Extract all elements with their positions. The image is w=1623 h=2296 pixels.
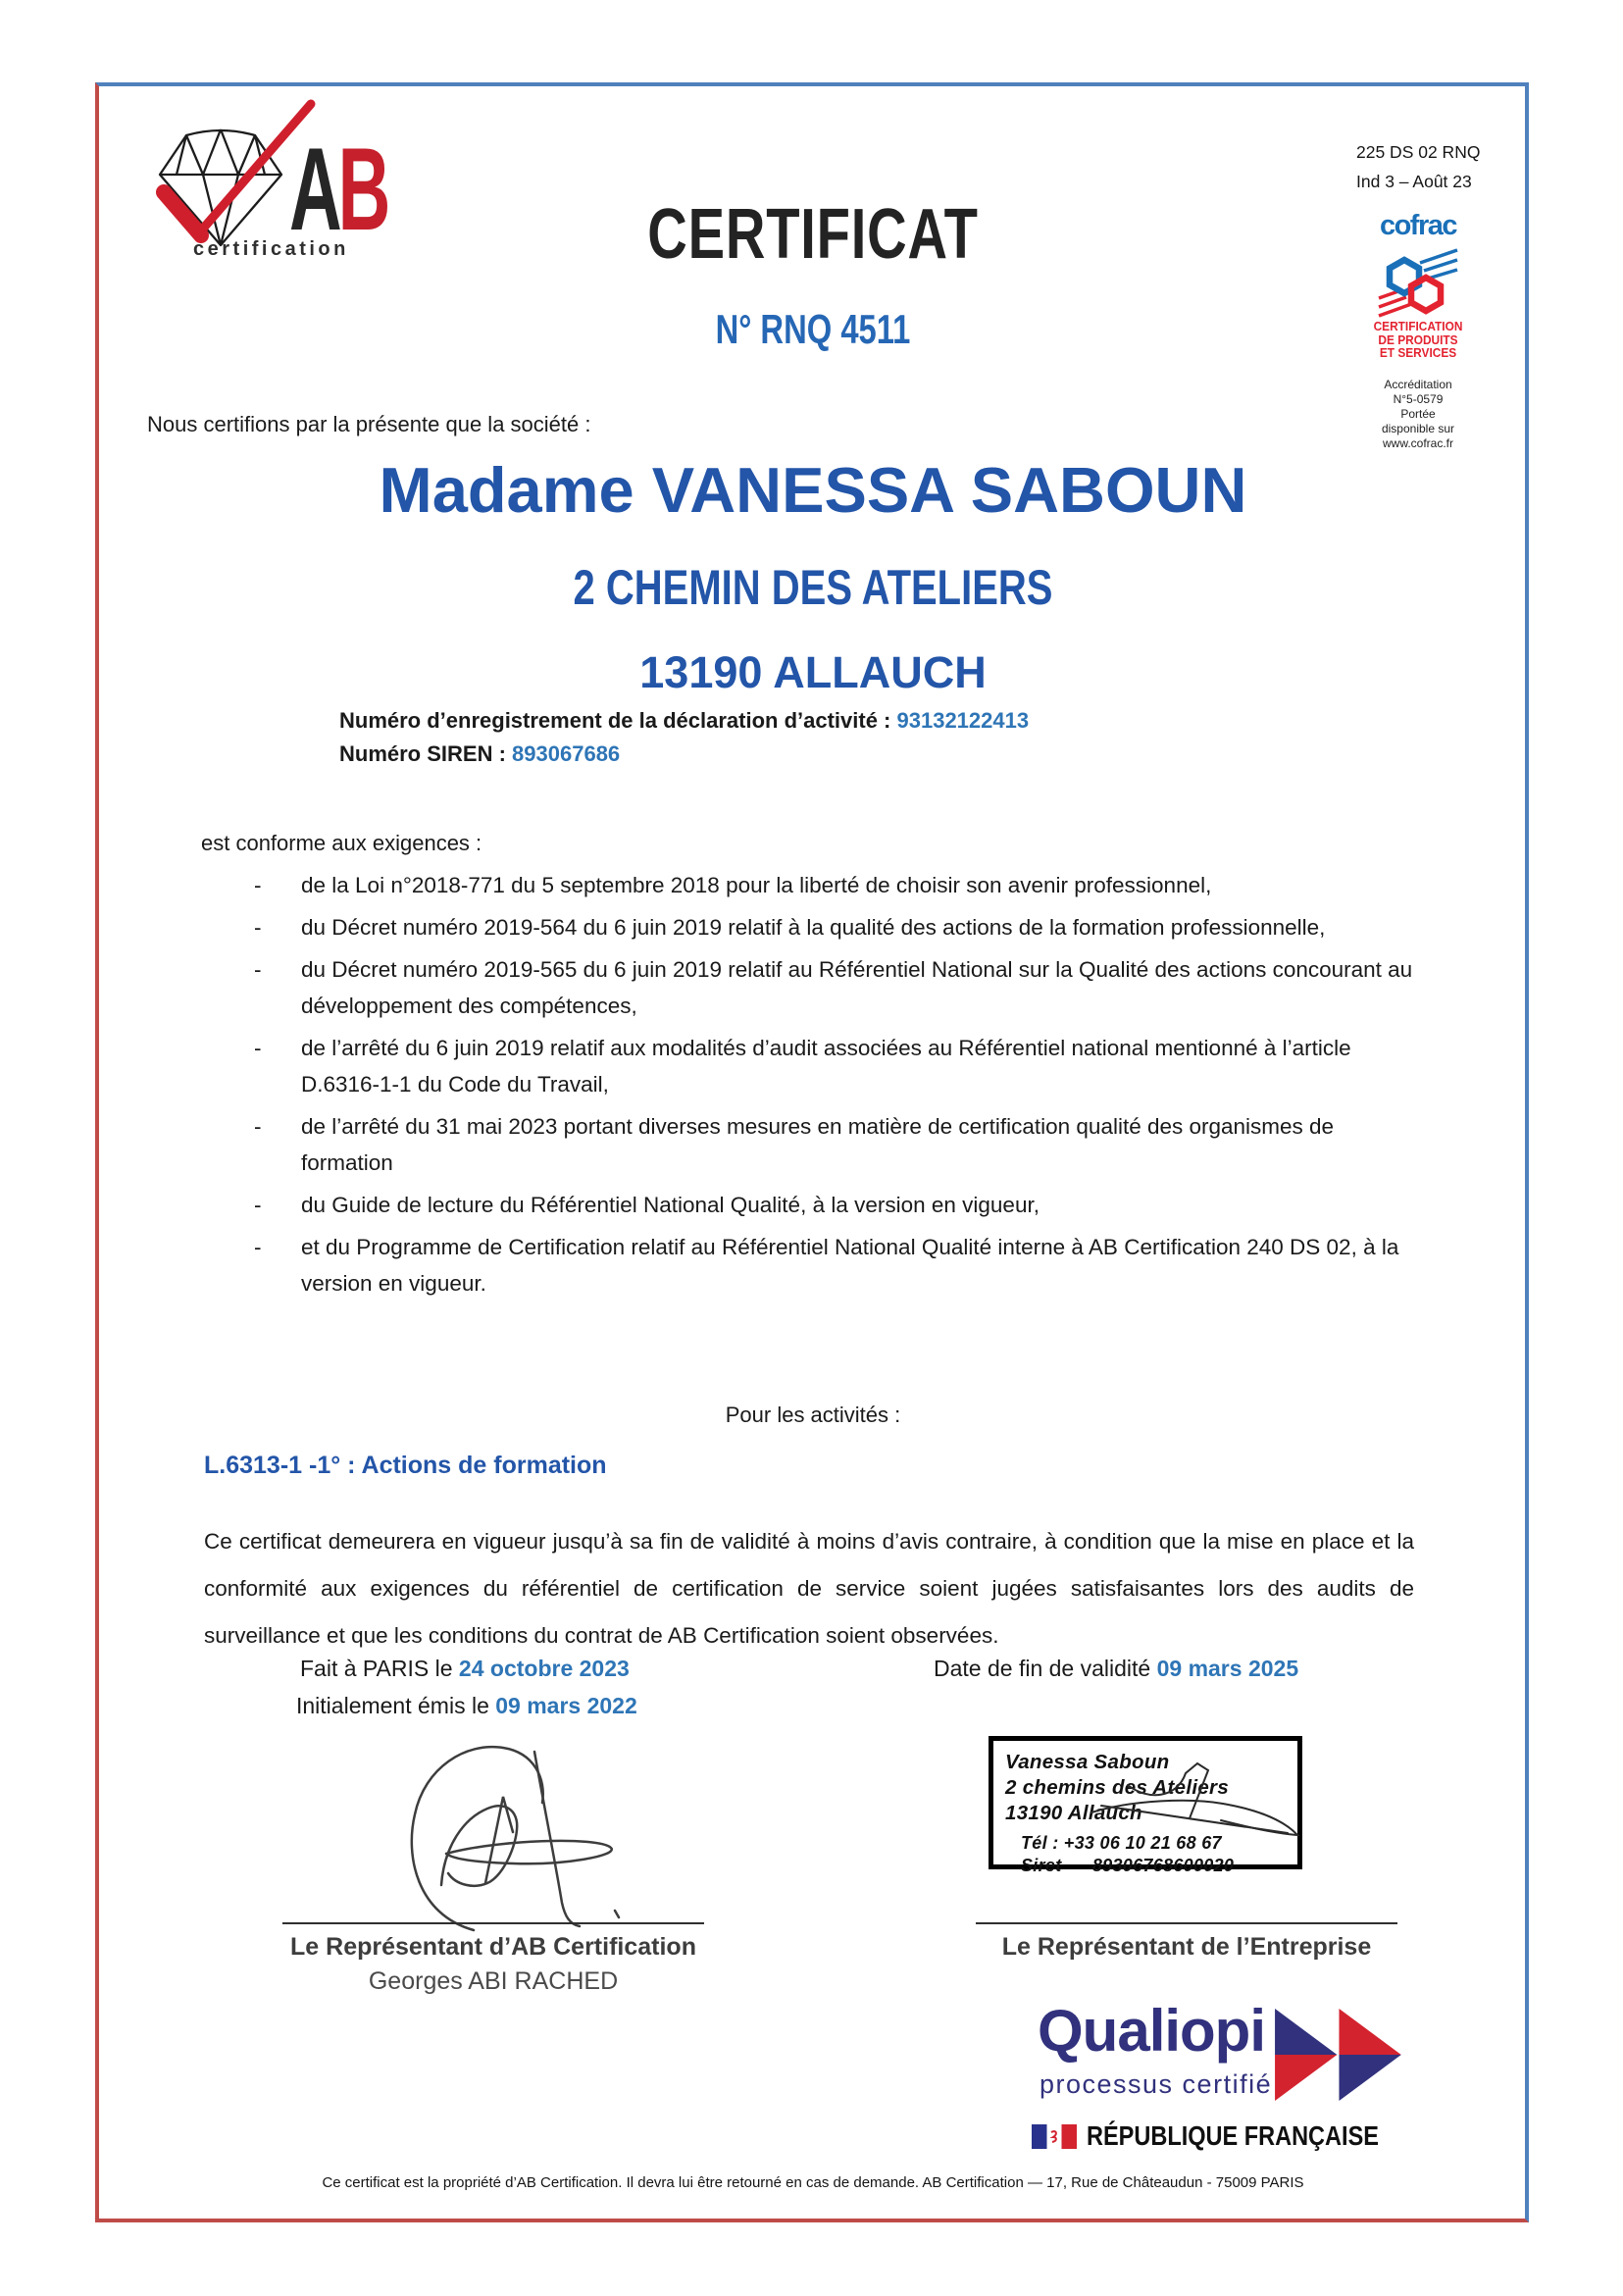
cofrac-logo (1367, 210, 1469, 451)
french-flag-icon (1032, 2124, 1077, 2149)
list-item (254, 1030, 1423, 1102)
registration-label: Numéro d’enregistrement de la déclaration d’activité : (339, 708, 891, 733)
siren-number: 893067686 (512, 741, 621, 766)
representative-ab-title: Le Représentant d’AB Certification (290, 1933, 696, 1961)
initial-date-line (296, 1693, 637, 1719)
siren-label: Numéro SIREN : (339, 741, 506, 766)
qualiopi-wordmark: Qualiopi (1038, 1998, 1265, 2064)
doc-ref-line-1: 225 DS 02 RNQ (1356, 142, 1481, 162)
dash-bullet: - (254, 873, 262, 897)
list-item (254, 1187, 1423, 1223)
qualiopi-subtitle: processus certifié (1040, 2069, 1273, 2099)
stamp-name: Vanessa Saboun (1005, 1751, 1170, 1773)
certificate-number: N° RNQ 4511 (715, 306, 911, 352)
accreditation-line: Portée (1400, 406, 1436, 421)
stamp-signature-scribble (1074, 1744, 1319, 1857)
requirement-text: de l’arrêté du 6 juin 2019 relatif aux modalités d’audit associées au Référentiel national mentionné à l’article D.6316-1-1 du Code du Travail, (301, 1036, 1351, 1097)
requirement-text: et du Programme de Certification relatif au Référentiel National Qualité interne à AB Certification 240 DS 02, à la version en vigueur. (301, 1235, 1399, 1296)
certificate-title: CERTIFICAT (647, 195, 979, 274)
stamp-siret-line (1021, 1855, 1286, 1877)
signature-line-right (976, 1922, 1397, 1924)
document-reference (1356, 137, 1503, 196)
doc-ref-line-2: Ind 3 – Août 23 (1356, 172, 1472, 191)
activities-code: L.6313-1 -1° : Actions de formation (204, 1452, 607, 1479)
requirement-text: de la Loi n°2018-771 du 5 septembre 2018 pour la liberté de choisir son avenir professionnel, (301, 873, 1212, 897)
stamp-address-2: 13190 Allauch (1005, 1802, 1142, 1824)
republique-text: RÉPUBLIQUE FRANÇAISE (1087, 2120, 1379, 2151)
dash-bullet: - (254, 957, 262, 982)
dash-bullet: - (254, 1036, 262, 1060)
accreditation-line: disponible sur (1381, 421, 1455, 435)
ab-caption: certification (193, 238, 349, 260)
activities-heading: Pour les activités : (725, 1403, 901, 1427)
accreditation-line: Accréditation (1384, 377, 1452, 391)
stamp-siret-label: Siret (1021, 1856, 1062, 1875)
dash-bullet: - (254, 1235, 262, 1259)
cofrac-wordmark: cofrac (1379, 210, 1457, 241)
expiry-label: Date de fin de validité (934, 1656, 1151, 1681)
requirement-text: du Décret numéro 2019-565 du 6 juin 2019 relatif au Référentiel National sur la Qualité des actions concourant au développement des compétences, (301, 957, 1413, 1018)
cofrac-accreditation (1367, 378, 1469, 451)
list-item (254, 1108, 1423, 1181)
list-item (254, 951, 1423, 1024)
initial-label: Initialement émis le (296, 1693, 489, 1718)
cofrac-type-line: CERTIFICATION (1373, 320, 1463, 333)
signature-line-left (282, 1922, 704, 1924)
registration-number: 93132122413 (896, 708, 1030, 733)
expiry-date-line (934, 1656, 1298, 1682)
stamp-tel: Tél : +33 06 10 21 68 67 (1021, 1833, 1222, 1853)
requirements-list (254, 867, 1423, 1307)
company-address-line-1: 2 CHEMIN DES ATELIERS (573, 560, 1053, 615)
signature-scribble (387, 1738, 642, 1934)
list-item (254, 1229, 1423, 1301)
company-name: Madame VANESSA SABOUN (379, 454, 1247, 526)
cofrac-hexagons-icon (1377, 244, 1459, 321)
intro-text: Nous certifions par la présente que la société : (147, 412, 591, 436)
conformity-heading: est conforme aux exigences : (201, 831, 482, 855)
issued-date: 24 octobre 2023 (458, 1656, 630, 1681)
requirement-text: de l’arrêté du 31 mai 2023 portant diverses mesures en matière de certification qualité des organismes de formation (301, 1114, 1335, 1175)
dash-bullet: - (254, 1114, 262, 1139)
republique-francaise-block (1032, 2120, 1435, 2152)
list-item (254, 867, 1423, 903)
accreditation-line: www.cofrac.fr (1382, 435, 1453, 450)
expiry-date: 09 mars 2025 (1156, 1656, 1299, 1681)
ab-letter-a: A (289, 125, 342, 256)
accreditation-line: N°5-0579 (1393, 391, 1444, 406)
list-item (254, 909, 1423, 945)
dash-bullet: - (254, 915, 262, 940)
stamp-address-1: 2 chemins des Ateliers (1005, 1776, 1230, 1799)
validity-paragraph: Ce certificat demeurera en vigueur jusqu’à sa fin de validité à moins d’avis contraire, à condition que la mise en place et la conformité aux exigences du référentiel de certification de service soient jugées satisfaisantes lors des audits de surveillance et que les conditions du contrat de AB Certification soient observées. (204, 1529, 1414, 1648)
requirement-text: du Guide de lecture du Référentiel National Qualité, à la version en vigueur, (301, 1193, 1040, 1217)
cofrac-type-line: ET SERVICES (1379, 346, 1457, 360)
representative-ab-name: Georges ABI RACHED (368, 1967, 619, 1995)
representative-company-title: Le Représentant de l’Entreprise (1001, 1933, 1372, 1961)
qualiopi-arrows-icon (1275, 2009, 1407, 2101)
issued-date-line (300, 1656, 630, 1682)
siren-line (339, 741, 620, 767)
requirement-text: du Décret numéro 2019-564 du 6 juin 2019 relatif à la qualité des actions de la formation professionnelle, (301, 915, 1326, 940)
company-address-line-2: 13190 ALLAUCH (639, 647, 987, 697)
stamp-siret-number: 89306768600020 (1091, 1856, 1235, 1875)
registration-line (339, 708, 1029, 734)
cofrac-type-text (1370, 321, 1467, 361)
issued-label: Fait à PARIS le (300, 1656, 453, 1681)
ab-letter-b: B (337, 125, 391, 256)
footer-text: Ce certificat est la propriété d’AB Certification. Il devra lui être retourné en cas de demande. AB Certification — 17, Rue de Châteaudun - 75009 PARIS (322, 2174, 1304, 2191)
cofrac-type-line: DE PRODUITS (1378, 332, 1458, 347)
dash-bullet: - (254, 1193, 262, 1217)
initial-date: 09 mars 2022 (495, 1693, 637, 1718)
